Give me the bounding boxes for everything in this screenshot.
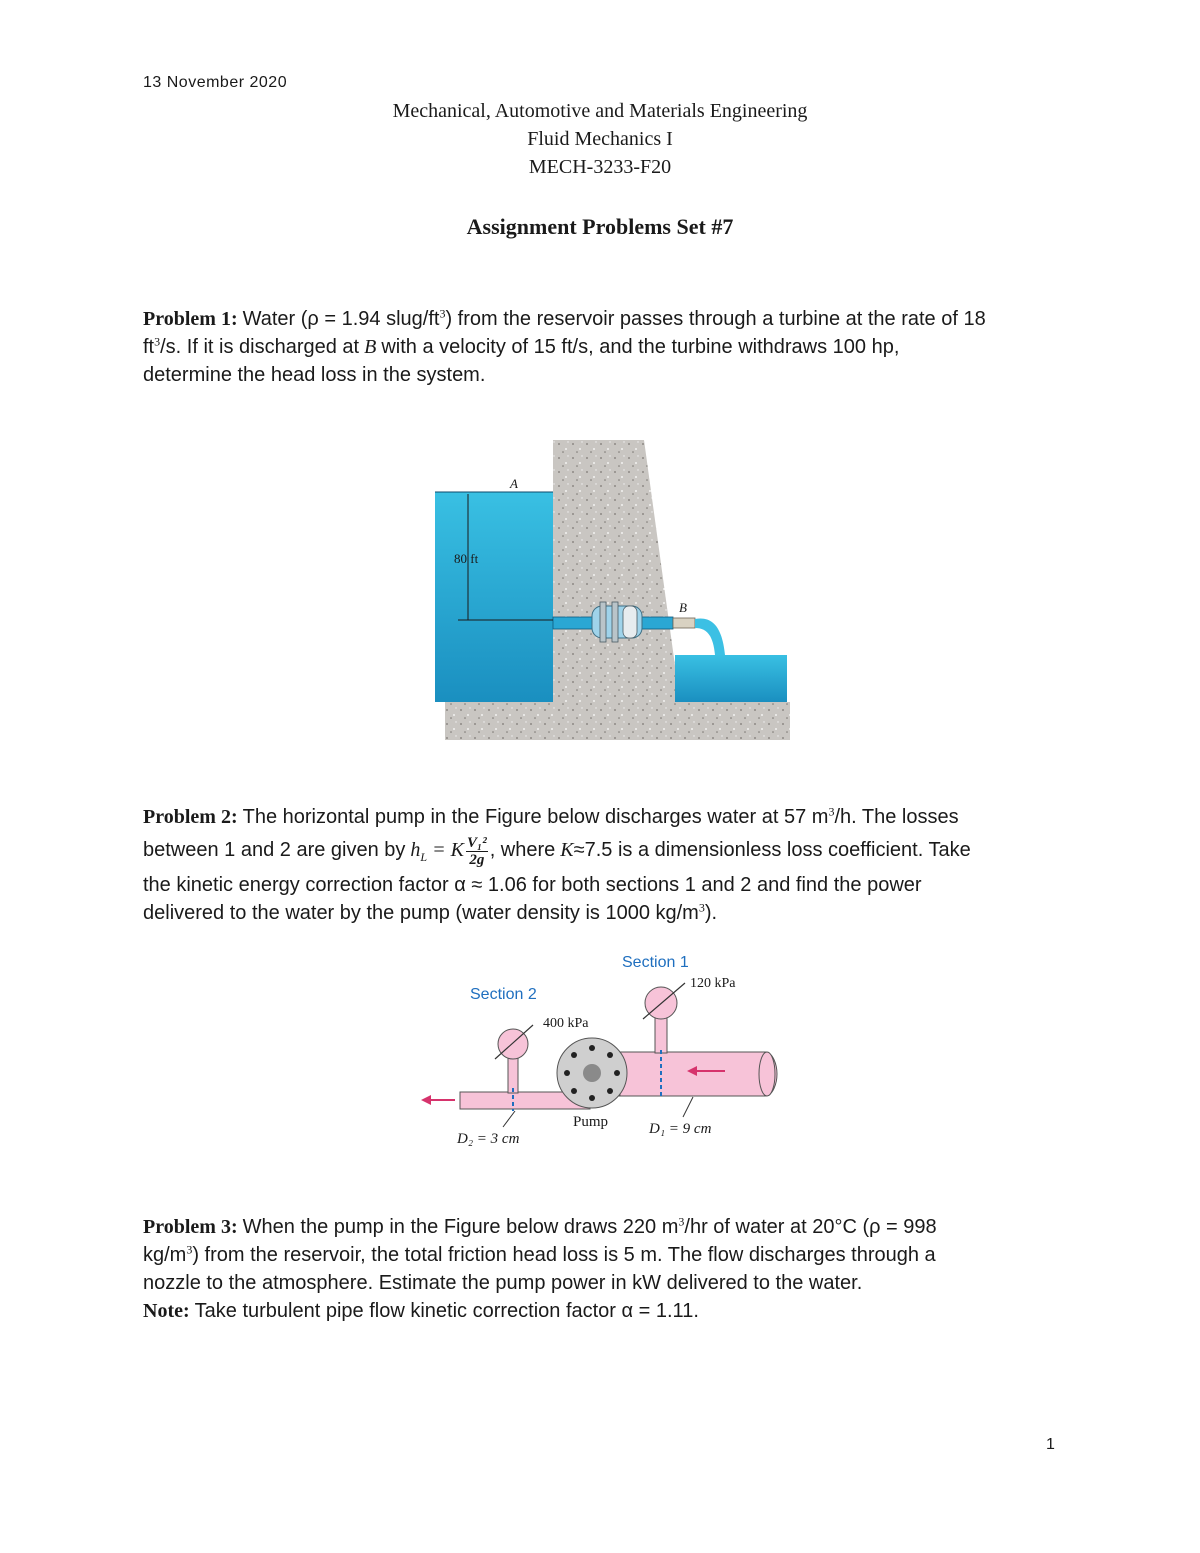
page-title: Assignment Problems Set #7 <box>466 214 734 239</box>
section1-label: Section 1 <box>622 954 689 971</box>
dam-turbine-figure <box>430 440 790 740</box>
course-code: MECH-3233-F20 <box>528 156 672 178</box>
pressure2-label: 400 kPa <box>543 1016 589 1031</box>
discharge-jet <box>695 618 725 655</box>
point-b-label: B <box>679 600 687 615</box>
gauge-400kpa <box>495 1025 533 1059</box>
outlet-nozzle <box>673 618 695 628</box>
page-number: 1 <box>1046 1436 1055 1453</box>
d1-label: D₁ = 9 cm <box>649 1121 712 1137</box>
d2-label: D₂ = 3 cm <box>457 1131 520 1147</box>
section2-label: Section 2 <box>470 986 537 1003</box>
ground <box>445 702 790 740</box>
gauge-120kpa <box>643 983 685 1019</box>
dam-wall <box>553 440 680 702</box>
turbine <box>592 602 642 642</box>
problem3-label: Problem 3: <box>143 1216 238 1238</box>
problem3-text: Problem 3: When the pump in the Figure below draws 220 $m^3/hr$ of water at 20°C (ρ = 998 $kg/m^3$) from the reservoir, the total friction head loss is 5 m. The flow discharges through a nozzle to the atmosphere. Estimate the pump power in kW delivered to the water. Note: Take turbulent pipe flow kinetic correction factor α = 1.11. <box>143 1214 937 1322</box>
reservoir-water <box>435 492 553 702</box>
pump-label: Pump <box>573 1114 609 1130</box>
note-label: Note: <box>143 1300 190 1322</box>
height-label: 80 ft <box>454 551 479 566</box>
flow-arrow-outlet <box>421 1095 455 1105</box>
problem2-label: Problem 2: <box>143 806 238 828</box>
header-date: 13 November 2020 <box>143 74 288 91</box>
loss-fraction: $\frac{\text{V₁²}}{2g}$ <box>466 835 487 868</box>
problem1-label: Problem 1: <box>143 308 238 330</box>
problem2-text: Problem 2: The horizontal pump in the Figure below discharges water at 57 $m^3/h$. The losses between 1 and 2 are given by $h_L = K$ $\frac{\text{V₁²}}{2g}$ , where K≈7.5 is a dimensionless loss coefficient. Take the kinetic energy correction factor α ≈ 1.06 for both sections 1 and 2 and find the power delivered to the water by the pump (water density is 1000 $kg/m^3$). <box>143 804 971 925</box>
pump-figure <box>415 945 795 1155</box>
point-a-label: A <box>510 476 518 491</box>
tailwater <box>675 655 787 702</box>
pump-casing <box>557 1038 627 1108</box>
problem1-text: Problem 1: Water (ρ = 1.94 slug/$ft^3$) from the reservoir passes through a turbine at the rate of 18 $ft^3/s$. If it is discharged at B with a velocity of 15 ft/s, and the turbine withdraws 100 hp, determine the head loss in the system. <box>143 306 986 386</box>
pressure1-label: 120 kPa <box>690 976 736 991</box>
department-name: Mechanical, Automotive and Materials Engineering <box>392 100 808 122</box>
course-name: Fluid Mechanics I <box>527 128 673 150</box>
